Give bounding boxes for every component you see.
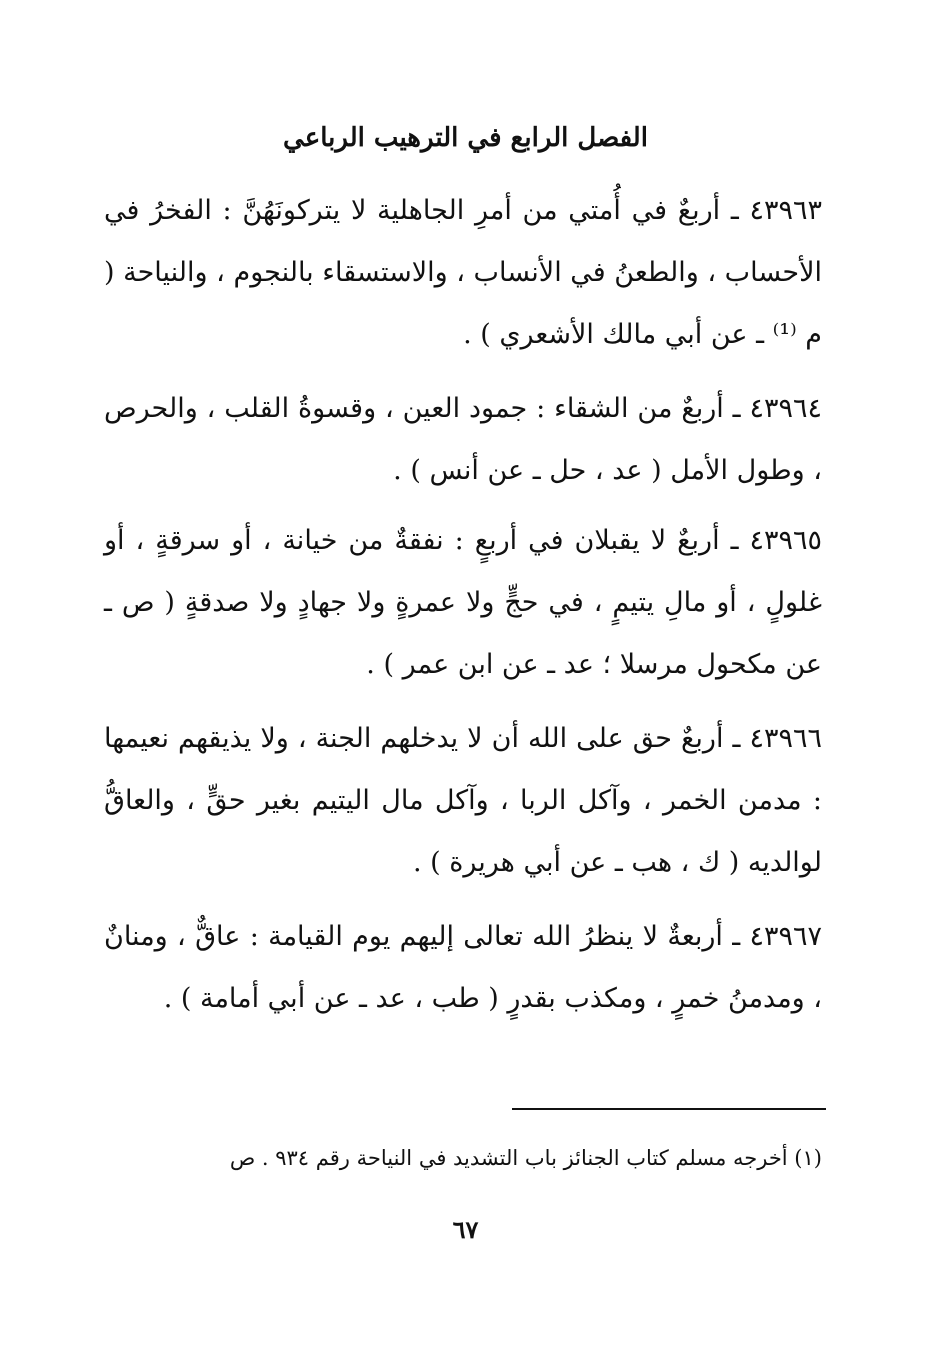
hadith-number: ٤٣٩٦٦: [749, 723, 822, 754]
hadith-number: ٤٣٩٦٤: [749, 393, 822, 424]
hadith-number: ٤٣٩٦٥: [749, 525, 822, 556]
hadith-entry: [104, 708, 822, 894]
hadith-entry: [104, 906, 822, 1030]
hadith-number: ٤٣٩٦٧: [749, 921, 823, 952]
hadith-text: ـ أربعٌ في أُمتي من أمرِ الجاهلية لا يتركونَهُنَّ : الفخرُ في الأحساب ، والطعنُ في الأنساب ، والاستسقاء بالنجوم ، والنياحة ( م ⁽¹⁾ ـ عن أبي مالك الأشعري ) .: [104, 195, 822, 350]
hadith-entry: [104, 510, 822, 696]
hadith-entry: [104, 180, 822, 366]
hadith-number: ٤٣٩٦٣: [749, 195, 822, 226]
hadith-text: ـ أربعةٌ لا ينظرُ الله تعالى إليهم يوم القيامة : عاقٌّ ، ومنانٌ ، ومدمنُ خمرٍ ، ومكذب بقدرٍ ( طب ، عد ـ عن أبي أمامة ) .: [104, 921, 822, 1014]
hadith-text: ـ أربعٌ حق على الله أن لا يدخلهم الجنة ، ولا يذيقهم نعيمها : مدمن الخمر ، وآكل الربا ، وآكل مال اليتيم بغير حقٍّ ، والعاقُّ لوالديه ( ك ، هب ـ عن أبي هريرة ) .: [104, 723, 822, 878]
footnote-separator: [512, 1108, 826, 1110]
footnote: (١) أخرجه مسلم كتاب الجنائز باب التشديد في النياحة رقم ٩٣٤ . ص: [229, 1146, 822, 1170]
chapter-title: الفصل الرابع في الترهيب الرباعي: [283, 123, 648, 153]
hadith-text: ـ أربعٌ من الشقاء : جمود العين ، وقسوةُ القلب ، والحرص ، وطول الأمل ( عد ، حل ـ عن أنس ) .: [104, 393, 822, 486]
hadith-entry: [104, 378, 822, 502]
hadith-text: ـ أربعٌ لا يقبلان في أربعٍ : نفقةٌ من خيانة ، أو سرقةٍ ، أو غلولٍ ، أو مالِ يتيمٍ ، في حجٍّ ولا عمرةٍ ولا جهادٍ ولا صدقةٍ ( ص ـ عن مكحول مرسلا ؛ عد ـ عن ابن عمر ) .: [104, 525, 822, 680]
page-number: ٦٧: [452, 1215, 479, 1244]
